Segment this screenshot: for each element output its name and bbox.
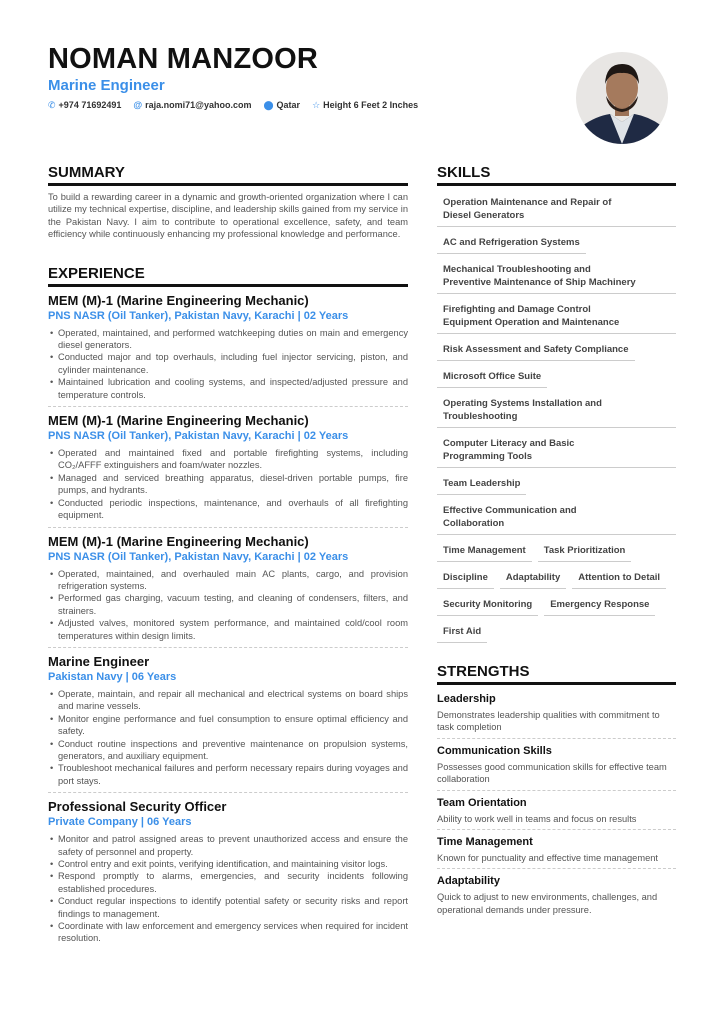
experience-entry bbox=[48, 798, 408, 950]
job-title: Professional Security Officer bbox=[48, 799, 227, 815]
strength-item bbox=[437, 872, 676, 920]
summary-text: To build a rewarding career in a dynamic and growth-oriented organization where I can utilize my technical expertise, discipline, and leadership skills gained from my service in the Pakistan Navy. I aim to contribute to operational excellence, safety, and team efficiency while continuously enhancing my professional knowledge and performance. bbox=[48, 192, 408, 240]
strength-title: Time Management bbox=[437, 836, 533, 849]
job-bullet: • Conduct routine inspections and preventive maintenance on propulsion systems, generators, and auxiliary equipment. bbox=[48, 738, 408, 763]
skills-list bbox=[437, 191, 676, 647]
skill-tag: Operation Maintenance and Repair of Diesel Generators bbox=[437, 191, 676, 227]
job-bullet: • Operated and maintained fixed and portable firefighting systems, including CO₂/AFFF extinguishers and foam/water nozzles. bbox=[48, 447, 408, 472]
job-title: Marine Engineer bbox=[48, 653, 150, 669]
skill-tag: Microsoft Office Suite bbox=[437, 365, 547, 388]
job-company: PNS NASR (Oil Tanker), Pakistan Navy, Karachi | 02 Years bbox=[48, 430, 349, 443]
job-title: MEM (M)-1 (Marine Engineering Mechanic) bbox=[48, 292, 309, 308]
job-bullet: • Conducted periodic inspections, maintenance, and overhauls of all firefighting equipment. bbox=[48, 497, 408, 522]
job-bullet: • Operated, maintained, and performed watchkeeping duties on main and emergency diesel generators. bbox=[48, 327, 408, 352]
experience-entry bbox=[48, 533, 408, 648]
strength-title: Communication Skills bbox=[437, 744, 552, 757]
experience-heading: EXPERIENCE bbox=[48, 265, 408, 287]
job-bullets bbox=[48, 568, 408, 642]
strength-title: Team Orientation bbox=[437, 796, 527, 809]
job-bullets bbox=[48, 688, 408, 787]
job-company: Private Company | 06 Years bbox=[48, 816, 192, 829]
strength-description: Possesses good communication skills for effective team collaboration bbox=[437, 761, 667, 785]
job-bullet: • Performed gas charging, vacuum testing, and cleaning of condensers, filters, and strainers. bbox=[48, 592, 408, 617]
phone-icon: ✆ bbox=[48, 100, 56, 110]
job-bullet: • Conducted major and top overhauls, including fuel injector servicing, piston, and cylinder maintenance. bbox=[48, 351, 408, 376]
strengths-heading: STRENGTHS bbox=[437, 663, 676, 685]
location-text: Qatar bbox=[276, 100, 301, 110]
height-text: Height 6 Feet 2 Inches bbox=[323, 100, 419, 110]
strengths-section bbox=[437, 663, 676, 920]
strength-description: Quick to adjust to new environments, challenges, and operational demands under pressure. bbox=[437, 892, 658, 915]
job-company: PNS NASR (Oil Tanker), Pakistan Navy, Karachi | 02 Years bbox=[48, 550, 349, 563]
job-company: PNS NASR (Oil Tanker), Pakistan Navy, Karachi | 02 Years bbox=[48, 309, 349, 322]
skill-tag: Team Leadership bbox=[437, 472, 526, 495]
skills-section bbox=[437, 164, 676, 647]
job-bullets bbox=[48, 833, 408, 945]
strength-description: Known for punctuality and effective time management bbox=[437, 853, 659, 864]
job-bullet: • Troubleshoot mechanical failures and perform necessary repairs during voyages and port stays. bbox=[48, 762, 408, 787]
job-bullet: • Control entry and exit points, verifying identification, and maintaining visitor logs. bbox=[48, 858, 408, 870]
resume-header bbox=[48, 42, 568, 111]
contact-email[interactable] bbox=[133, 100, 251, 111]
contact-info bbox=[48, 100, 568, 111]
skill-tag: Effective Communication and Collaboration bbox=[437, 499, 676, 535]
skill-tag: Operating Systems Installation and Troubleshooting bbox=[437, 392, 676, 428]
job-company: Pakistan Navy | 06 Years bbox=[48, 670, 177, 683]
skill-tag: First Aid bbox=[437, 620, 487, 643]
skill-tag: Time Management bbox=[437, 539, 532, 562]
job-title: MEM (M)-1 (Marine Engineering Mechanic) bbox=[48, 413, 309, 429]
contact-location bbox=[263, 100, 300, 111]
job-bullet: • Monitor and patrol assigned areas to prevent unauthorized access and ensure the safety of personnel and property. bbox=[48, 833, 408, 858]
strength-item bbox=[437, 833, 676, 869]
phone-text: +974 71692491 bbox=[58, 100, 122, 110]
job-bullet: • Respond promptly to alarms, emergencies, and security incidents following established procedures. bbox=[48, 870, 408, 895]
skill-tag: Adaptability bbox=[500, 566, 566, 589]
skill-tag: Firefighting and Damage Control Equipment Operation and Maintenance bbox=[437, 298, 676, 334]
strength-item bbox=[437, 690, 676, 739]
contact-height bbox=[312, 100, 418, 111]
skill-tag: Attention to Detail bbox=[572, 566, 666, 589]
location-pin-icon: ⬤ bbox=[263, 100, 274, 110]
star-icon: ☆ bbox=[312, 100, 321, 110]
job-bullet: • Conduct regular inspections to identify potential safety or security risks and report findings to management. bbox=[48, 895, 408, 920]
strength-description: Ability to work well in teams and focus on results bbox=[437, 813, 637, 824]
candidate-title: Marine Engineer bbox=[48, 77, 165, 94]
experience-section bbox=[48, 265, 408, 950]
job-bullets bbox=[48, 447, 408, 521]
profile-photo bbox=[576, 52, 668, 144]
skill-tag: Task Prioritization bbox=[538, 539, 632, 562]
skills-heading: SKILLS bbox=[437, 164, 676, 186]
email-text[interactable]: raja.nomi71@yahoo.com bbox=[145, 100, 252, 110]
job-bullet: • Operated, maintained, and overhauled main AC plants, cargo, and provision refrigeration systems. bbox=[48, 568, 408, 593]
strength-item bbox=[437, 794, 676, 830]
experience-entry bbox=[48, 653, 408, 793]
job-bullet: • Operate, maintain, and repair all mechanical and electrical systems on board ships and marine vessels. bbox=[48, 688, 408, 713]
skill-tag: Computer Literacy and Basic Programming Tools bbox=[437, 432, 676, 468]
job-bullet: • Maintained lubrication and cooling systems, and inspected/adjusted pressure and temperature controls. bbox=[48, 376, 408, 401]
skill-tag: AC and Refrigeration Systems bbox=[437, 231, 586, 254]
right-column bbox=[437, 164, 676, 923]
skill-tag: Security Monitoring bbox=[437, 593, 538, 616]
experience-entry bbox=[48, 292, 408, 407]
job-bullet: • Monitor engine performance and fuel consumption to ensure optimal efficiency and safety. bbox=[48, 713, 408, 738]
job-bullets bbox=[48, 327, 408, 401]
strength-title: Leadership bbox=[437, 693, 496, 705]
skill-tag: Discipline bbox=[437, 566, 494, 589]
job-bullet: • Adjusted valves, monitored system performance, and maintained cold/cool room temperatures within design limits. bbox=[48, 617, 408, 642]
skill-tag: Emergency Response bbox=[544, 593, 655, 616]
skill-tag: Mechanical Troubleshooting and Preventive Maintenance of Ship Machinery bbox=[437, 258, 676, 294]
strength-title: Adaptability bbox=[437, 875, 500, 888]
contact-phone bbox=[48, 100, 121, 111]
skill-tag: Risk Assessment and Safety Compliance bbox=[437, 338, 635, 361]
summary-section bbox=[48, 164, 408, 241]
job-bullet: • Coordinate with law enforcement and emergency services when required for incident resolution. bbox=[48, 920, 408, 945]
left-column bbox=[48, 164, 408, 955]
experience-entry bbox=[48, 412, 408, 527]
at-icon: @ bbox=[133, 100, 143, 110]
candidate-name: NOMAN MANZOOR bbox=[48, 43, 319, 75]
job-bullet: • Managed and serviced breathing apparatus, diesel-driven portable pumps, fire pumps, and hydrants. bbox=[48, 472, 408, 497]
job-title: MEM (M)-1 (Marine Engineering Mechanic) bbox=[48, 533, 309, 549]
strength-item bbox=[437, 742, 676, 791]
strength-description: Demonstrates leadership qualities with commitment to task completion bbox=[437, 710, 660, 733]
summary-heading: SUMMARY bbox=[48, 164, 408, 186]
